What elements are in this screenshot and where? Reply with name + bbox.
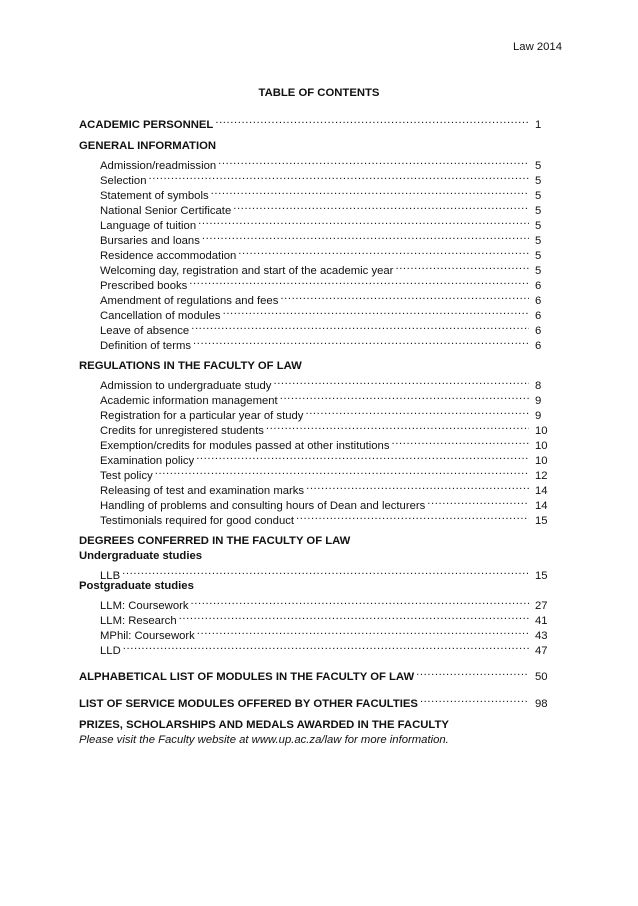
toc-entry[interactable]: Admission/readmission ..... 5: [79, 154, 559, 169]
toc-entry[interactable]: LLM: Research ..... 41: [79, 609, 559, 624]
running-header: Law 2014: [513, 41, 562, 53]
subheading-postgraduate: Postgraduate studies: [79, 580, 194, 592]
toc-entry[interactable]: Language of tuition ..... 5: [79, 214, 559, 229]
toc-entry[interactable]: LLM: Coursework ..... 27: [79, 594, 559, 609]
dot-leader: [215, 113, 529, 128]
toc-entry-academic-personnel[interactable]: ACADEMIC PERSONNEL ..... 1: [79, 113, 559, 128]
toc-entry[interactable]: Statement of symbols ..... 5: [79, 184, 559, 199]
toc-entry[interactable]: LLB ..... 15: [79, 564, 559, 579]
toc-entry[interactable]: Prescribed books ..... 6: [79, 274, 559, 289]
toc-entry[interactable]: Amendment of regulations and fees ..... 6: [79, 289, 559, 304]
toc-entry[interactable]: Releasing of test and examination marks ..... 14: [79, 479, 559, 494]
toc-entry[interactable]: Welcoming day, registration and start of the academic year ..... 5: [79, 259, 559, 274]
toc-entry[interactable]: Selection ..... 5: [79, 169, 559, 184]
toc-entry[interactable]: Bursaries and loans ..... 5: [79, 229, 559, 244]
toc-entry[interactable]: Residence accommodation ..... 5: [79, 244, 559, 259]
toc-entry[interactable]: Definition of terms ..... 6: [79, 334, 559, 349]
toc-entry[interactable]: Admission to undergraduate study ..... 8: [79, 374, 559, 389]
toc-entry[interactable]: Exemption/credits for modules passed at other institutions ..... 10: [79, 434, 559, 449]
toc-entry[interactable]: Credits for unregistered students ..... 10: [79, 419, 559, 434]
section-heading-prizes: PRIZES, SCHOLARSHIPS AND MEDALS AWARDED IN THE FACULTY: [79, 719, 449, 731]
toc-entry[interactable]: Examination policy ..... 10: [79, 449, 559, 464]
toc-entry[interactable]: Handling of problems and consulting hours of Dean and lecturers ..... 14: [79, 494, 559, 509]
toc-entry[interactable]: Testimonials required for good conduct ..... 15: [79, 509, 559, 524]
toc-entry[interactable]: Test policy ..... 12: [79, 464, 559, 479]
section-heading-general-information: GENERAL INFORMATION: [79, 140, 217, 152]
toc-entry[interactable]: Leave of absence ..... 6: [79, 319, 559, 334]
toc-entry-service-modules[interactable]: LIST OF SERVICE MODULES OFFERED BY OTHER FACULTIES ..... 98: [79, 692, 559, 707]
toc-entry[interactable]: Academic information management ..... 9: [79, 389, 559, 404]
section-heading-degrees: DEGREES CONFERRED IN THE FACULTY OF LAW: [79, 535, 351, 547]
toc-entry[interactable]: LLD ..... 47: [79, 639, 559, 654]
subheading-undergraduate: Undergraduate studies: [79, 550, 203, 562]
toc-entry-alphabetical-list[interactable]: ALPHABETICAL LIST OF MODULES IN THE FACULTY OF LAW ..... 50: [79, 665, 559, 680]
toc-entry[interactable]: National Senior Certificate ..... 5: [79, 199, 559, 214]
toc-entry[interactable]: Cancellation of modules ..... 6: [79, 304, 559, 319]
toc-entry[interactable]: Registration for a particular year of study ..... 9: [79, 404, 559, 419]
toc-title: TABLE OF CONTENTS: [258, 87, 380, 99]
toc-entry[interactable]: MPhil: Coursework ..... 43: [79, 624, 559, 639]
section-heading-regulations: REGULATIONS IN THE FACULTY OF LAW: [79, 360, 302, 372]
prizes-note: Please visit the Faculty website at www.up.ac.za/law for more information.: [79, 734, 449, 746]
